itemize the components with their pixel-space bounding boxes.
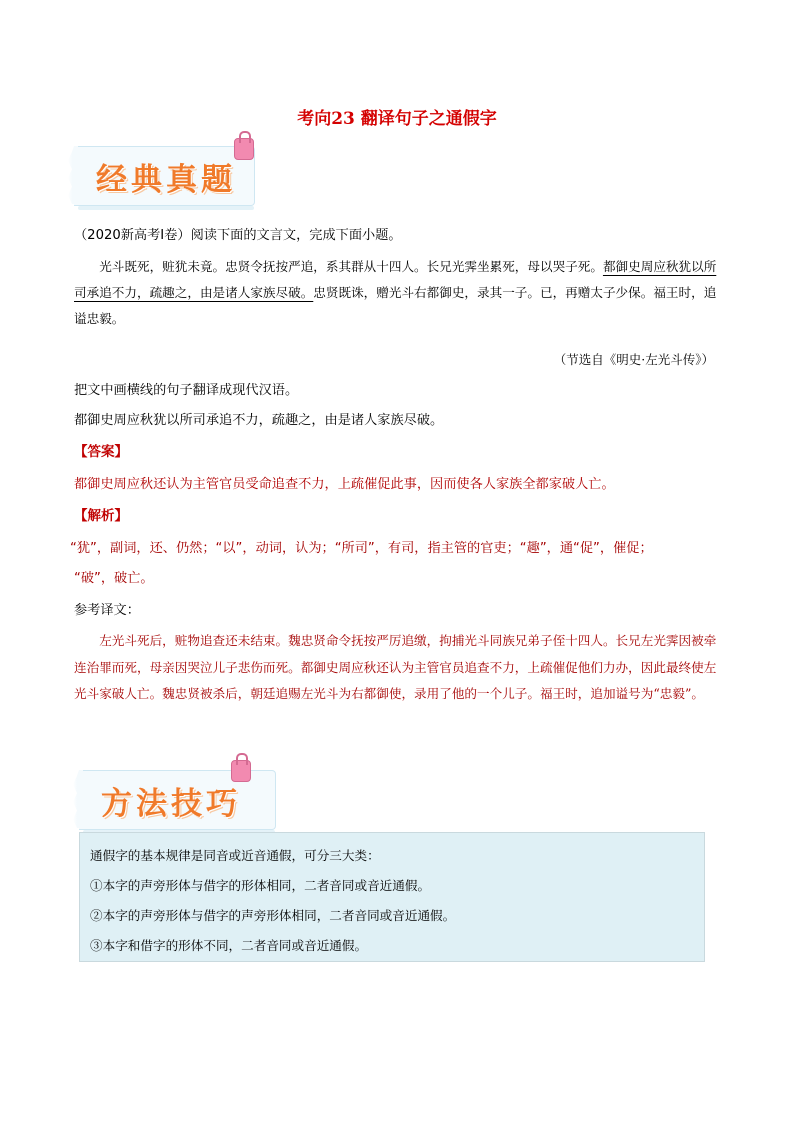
binder-clip-icon bbox=[234, 138, 254, 160]
translation-label: 参考译文： bbox=[74, 603, 140, 618]
answer-label: 【答案】 bbox=[74, 444, 128, 460]
passage-text: 光斗既死，赃犹未竟。忠贤令抚按严追，系其群从十四人。长兄光霁坐累死，母以哭子死。 bbox=[99, 259, 603, 274]
target-sentence: 都御史周应秋犹以所司承追不力，疏趣之，由是诸人家族尽破。 bbox=[74, 413, 444, 428]
analysis-line-1: “犹”，副词，还、仍然；“以”，动词，认为；“所司”，有司，指主管的官吏；“趣”，通“促”，催促； bbox=[70, 541, 653, 556]
tip-item: ①本字的声旁形体与借字的形体相同，二者音同或音近通假。 bbox=[90, 878, 431, 893]
tips-intro: 通假字的基本规律是同音或近音通假，可分三大类： bbox=[90, 848, 380, 863]
tip-item: ③本字和借字的形体不同，二者音同或音近通假。 bbox=[90, 938, 368, 953]
banner-label: 经典真题 bbox=[96, 162, 236, 198]
underlined-sentence: 都御史周应秋犹以所司承追不力，疏趣之，由是诸人家族尽破。 bbox=[74, 259, 717, 300]
translation-text: 左光斗死后，赃物追查还未结束。魏忠贤命令抚按严厉追缴，拘捕光斗同族兄弟子侄十四人。长兄左光霁因被牵连治罪而死，母亲因哭泣儿子悲伤而死。都御史周应秋还认为主管官员追查不力，上疏催促他们力办，因此最终使左光斗家破人亡。魏忠贤被杀后，朝廷追赐左光斗为右都御使，录用了他的一个儿子。福王时，追加谥号为“忠毅”。 bbox=[74, 633, 717, 701]
section-banner-classic bbox=[74, 146, 254, 204]
answer-text: 都御史周应秋还认为主管官员受命追查不力，上疏催促此事，因而使各人家族全都家破人亡。 bbox=[74, 477, 615, 492]
section-banner-method bbox=[79, 770, 275, 828]
question-intro: （2020新高考Ⅰ卷）阅读下面的文言文，完成下面小题。 bbox=[74, 228, 402, 243]
analysis-label: 【解析】 bbox=[74, 508, 128, 524]
classical-passage bbox=[74, 254, 722, 332]
tip-item: ②本字的声旁形体与借字的声旁形体相同，二者音同或音近通假。 bbox=[90, 908, 456, 923]
binder-clip-icon bbox=[231, 760, 251, 782]
passage-text-tail: 忠贤既诛，赠光斗右都御史，录其一子。已，再赠太子少保。福王时，追谥忠毅。 bbox=[74, 285, 717, 326]
passage-source: （节选自《明史·左光斗传》） bbox=[553, 352, 714, 367]
page-title: 考向23 翻译句子之通假字 bbox=[297, 109, 497, 129]
banner-shadow bbox=[78, 206, 254, 210]
banner-label: 方法技巧 bbox=[101, 786, 241, 822]
tips-box bbox=[79, 832, 705, 962]
analysis-line-2: “破”，破亡。 bbox=[74, 571, 154, 586]
task-instruction: 把文中画横线的句子翻译成现代汉语。 bbox=[74, 383, 299, 398]
